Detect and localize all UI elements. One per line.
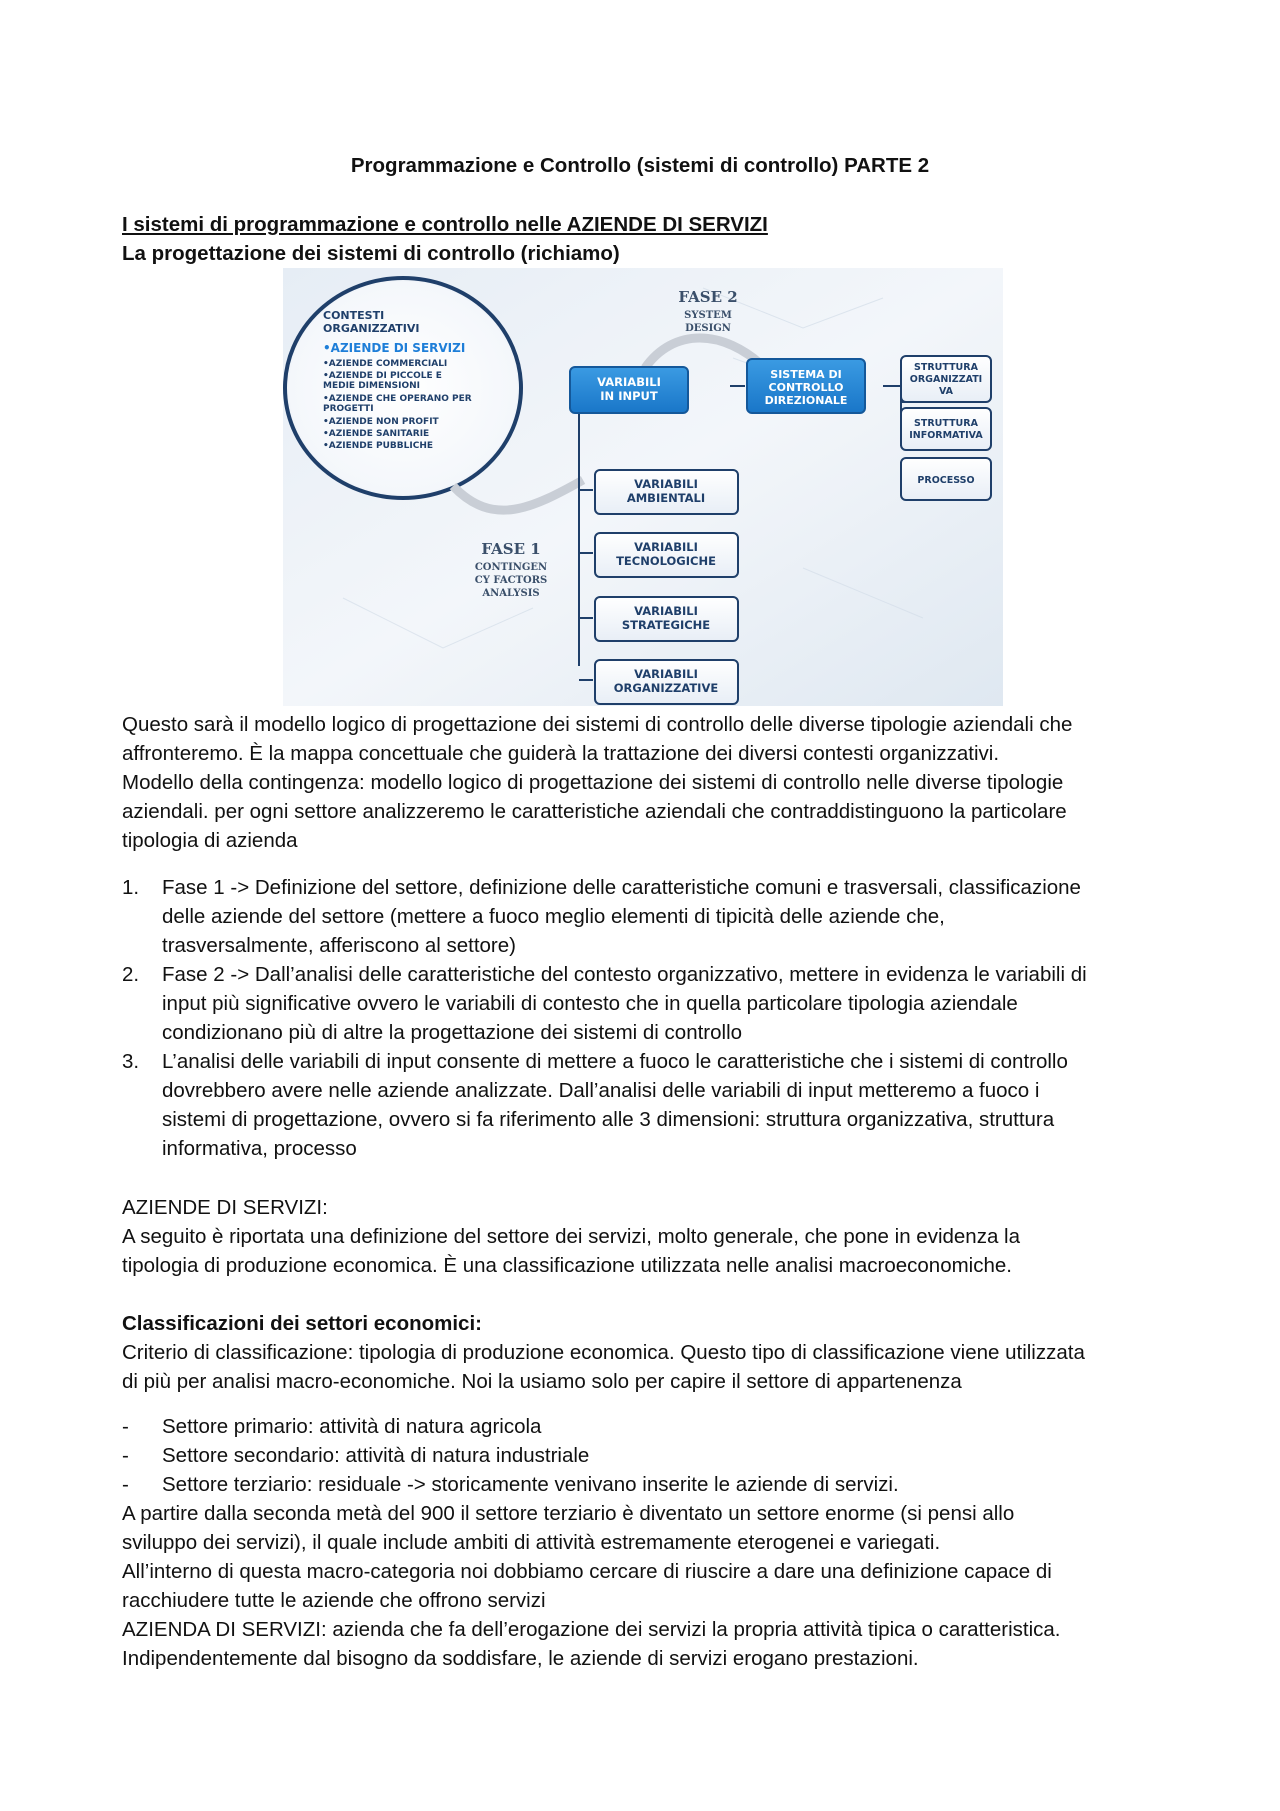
text-line: Indipendentemente dal bisogno da soddisfare, le aziende di servizi erogano prestazioni. bbox=[122, 1647, 919, 1670]
list-number: 3. bbox=[122, 1050, 140, 1073]
fase2-sub2: DESIGN bbox=[685, 323, 731, 334]
control-systems-diagram bbox=[283, 268, 1003, 706]
out2-line1: STRUTTURA bbox=[914, 418, 978, 429]
classificazioni-section bbox=[122, 1309, 1167, 1396]
var4-line1: VARIABILI bbox=[634, 667, 698, 681]
var3-line2: STRATEGICHE bbox=[621, 618, 711, 632]
text-line: input più significative ovvero le variabili di contesto che in quella particolare tipologia aziendale bbox=[162, 992, 1018, 1015]
fase1-sub3: ANALYSIS bbox=[482, 588, 540, 599]
text-line: Settore secondario: attività di natura industriale bbox=[162, 1444, 590, 1467]
text-line: Settore terziario: residuale -> storicamente venivano inserite le aziende di servizi. bbox=[162, 1473, 899, 1496]
variabili-input-line2: IN INPUT bbox=[600, 389, 658, 403]
contesti-title-line1: CONTESTI bbox=[323, 309, 385, 322]
section-label: AZIENDE DI SERVIZI: bbox=[122, 1196, 328, 1219]
list-number: 1. bbox=[122, 876, 140, 899]
text-line: affronteremo. È la mappa concettuale che guiderà la trattazione dei diversi contesti organizzativi. bbox=[122, 742, 1000, 765]
text-line: sviluppo dei servizi), il quale include ambiti di attività estremamente eterogenei e variegati. bbox=[122, 1531, 941, 1554]
list-number: 2. bbox=[122, 963, 140, 986]
list-item bbox=[122, 1047, 1167, 1163]
var4-line2: ORGANIZZATIVE bbox=[613, 681, 719, 695]
text-line: Fase 2 -> Dall’analisi delle caratteristiche del contesto organizzativo, mettere in evidenza le variabili di bbox=[162, 963, 1087, 986]
out1-line1: STRUTTURA bbox=[914, 362, 978, 373]
out1-line3: VA bbox=[938, 386, 954, 397]
sistema-line1: SISTEMA DI bbox=[770, 368, 842, 381]
text-line: A seguito è riportata una definizione del settore dei servizi, molto generale, che pone in evidenza la bbox=[122, 1225, 1021, 1248]
var2-line2: TECNOLOGICHE bbox=[616, 554, 716, 568]
text-line: delle aziende del settore (mettere a fuoco meglio elementi di tipicità delle aziende che, bbox=[162, 905, 945, 928]
list-item bbox=[122, 1441, 1167, 1470]
list-item bbox=[122, 960, 1167, 1047]
contesti-title-line2: ORGANIZZATIVI bbox=[323, 322, 420, 335]
contesti-item: PROGETTI bbox=[323, 404, 374, 414]
sistema-line3: DIREZIONALE bbox=[764, 394, 848, 407]
list-dash: - bbox=[122, 1444, 129, 1467]
text-line: Fase 1 -> Definizione del settore, definizione delle caratteristiche comuni e trasversali, classificazione bbox=[162, 876, 1081, 899]
contesti-item: •AZIENDE DI SERVIZI bbox=[323, 341, 466, 355]
list-item bbox=[122, 1412, 1167, 1441]
text-line: tipologia di produzione economica. È una classificazione utilizzata nelle analisi macroeconomiche. bbox=[122, 1254, 1012, 1277]
text-line: condizionano più di altre la progettazione dei sistemi di controllo bbox=[162, 1021, 743, 1044]
intro-paragraph bbox=[122, 710, 1167, 855]
subsection-heading: La progettazione dei sistemi di controllo (richiamo) bbox=[122, 242, 620, 265]
text-line: All’interno di questa macro-categoria noi dobbiamo cercare di riuscire a dare una definizione capace di bbox=[122, 1560, 1052, 1583]
text-line: racchiudere tutte le aziende che offrono servizi bbox=[122, 1589, 546, 1612]
text-line: trasversalmente, afferiscono al settore) bbox=[162, 934, 516, 957]
contesti-item: •AZIENDE PUBBLICHE bbox=[323, 441, 434, 451]
out1-line2: ORGANIZZATI bbox=[909, 374, 983, 385]
out3-label: PROCESSO bbox=[917, 475, 975, 486]
sectors-list bbox=[122, 1412, 1167, 1499]
text-line: A partire dalla seconda metà del 900 il settore terziario è diventato un settore enorme (si pensi allo bbox=[122, 1502, 1015, 1525]
fase2-label: FASE 2 bbox=[678, 288, 738, 306]
contesti-item: •AZIENDE COMMERCIALI bbox=[323, 359, 448, 369]
var3-line1: VARIABILI bbox=[634, 604, 698, 618]
contesti-item: •AZIENDE NON PROFIT bbox=[323, 417, 439, 427]
text-line: Criterio di classificazione: tipologia di produzione economica. Questo tipo di classificazione viene utilizzata bbox=[122, 1341, 1085, 1364]
contesti-item: MEDIE DIMENSIONI bbox=[323, 381, 421, 391]
aziende-servizi-section bbox=[122, 1193, 1167, 1280]
fase1-sub1: CONTINGEN bbox=[474, 562, 548, 573]
contesti-item: •AZIENDE SANITARIE bbox=[323, 429, 430, 439]
var2-line1: VARIABILI bbox=[634, 540, 698, 554]
var1-line1: VARIABILI bbox=[634, 477, 698, 491]
contesti-item: •AZIENDE CHE OPERANO PER bbox=[323, 394, 472, 404]
text-line: Questo sarà il modello logico di progettazione dei sistemi di controllo delle diverse tipologie aziendali che bbox=[122, 713, 1073, 736]
section-heading-bold: Classificazioni dei settori economici: bbox=[122, 1312, 482, 1335]
struttura-informativa-box bbox=[901, 408, 991, 450]
list-item bbox=[122, 873, 1167, 960]
text-line: dovrebbero avere nelle aziende analizzate. Dall’analisi delle variabili di input metteremo a fuoco i bbox=[162, 1079, 1040, 1102]
text-line: di più per analisi macro-economiche. Noi la usiamo solo per capire il settore di appartenenza bbox=[122, 1370, 962, 1393]
page-title: Programmazione e Controllo (sistemi di controllo) PARTE 2 bbox=[350, 154, 930, 177]
text-line: L’analisi delle variabili di input consente di mettere a fuoco le caratteristiche che i sistemi di controllo bbox=[162, 1050, 1068, 1073]
phases-list bbox=[122, 873, 1167, 1163]
list-dash: - bbox=[122, 1473, 129, 1496]
sistema-line2: CONTROLLO bbox=[768, 381, 844, 394]
text-line: Modello della contingenza: modello logico di progettazione dei sistemi di controllo nelle diverse tipologie bbox=[122, 771, 1064, 794]
text-line: sistemi di progettazione, ovvero si fa riferimento alle 3 dimensioni: struttura organizzativa, struttura bbox=[162, 1108, 1055, 1131]
section-heading: I sistemi di programmazione e controllo nelle AZIENDE DI SERVIZI bbox=[122, 213, 768, 236]
list-item bbox=[122, 1470, 1167, 1499]
text-line: tipologia di azienda bbox=[122, 829, 298, 852]
contesti-item: •AZIENDE DI PICCOLE E bbox=[323, 371, 442, 381]
closing-paragraph bbox=[122, 1499, 1167, 1673]
list-dash: - bbox=[122, 1415, 129, 1438]
fase1-sub2: CY FACTORS bbox=[474, 575, 548, 586]
text-line: Settore primario: attività di natura agricola bbox=[162, 1415, 542, 1438]
out2-line2: INFORMATIVA bbox=[909, 430, 983, 441]
fase2-sub1: SYSTEM bbox=[684, 310, 732, 321]
text-line: AZIENDA DI SERVIZI: azienda che fa dell’erogazione dei servizi la propria attività tipica o caratteristica. bbox=[122, 1618, 1061, 1641]
text-line: informativa, processo bbox=[162, 1137, 357, 1160]
var1-line2: AMBIENTALI bbox=[626, 491, 706, 505]
fase1-label: FASE 1 bbox=[481, 540, 541, 558]
text-line: aziendali. per ogni settore analizzeremo le caratteristiche aziendali che contraddistinguono la particolare bbox=[122, 800, 1067, 823]
variabili-input-line1: VARIABILI bbox=[597, 375, 661, 389]
